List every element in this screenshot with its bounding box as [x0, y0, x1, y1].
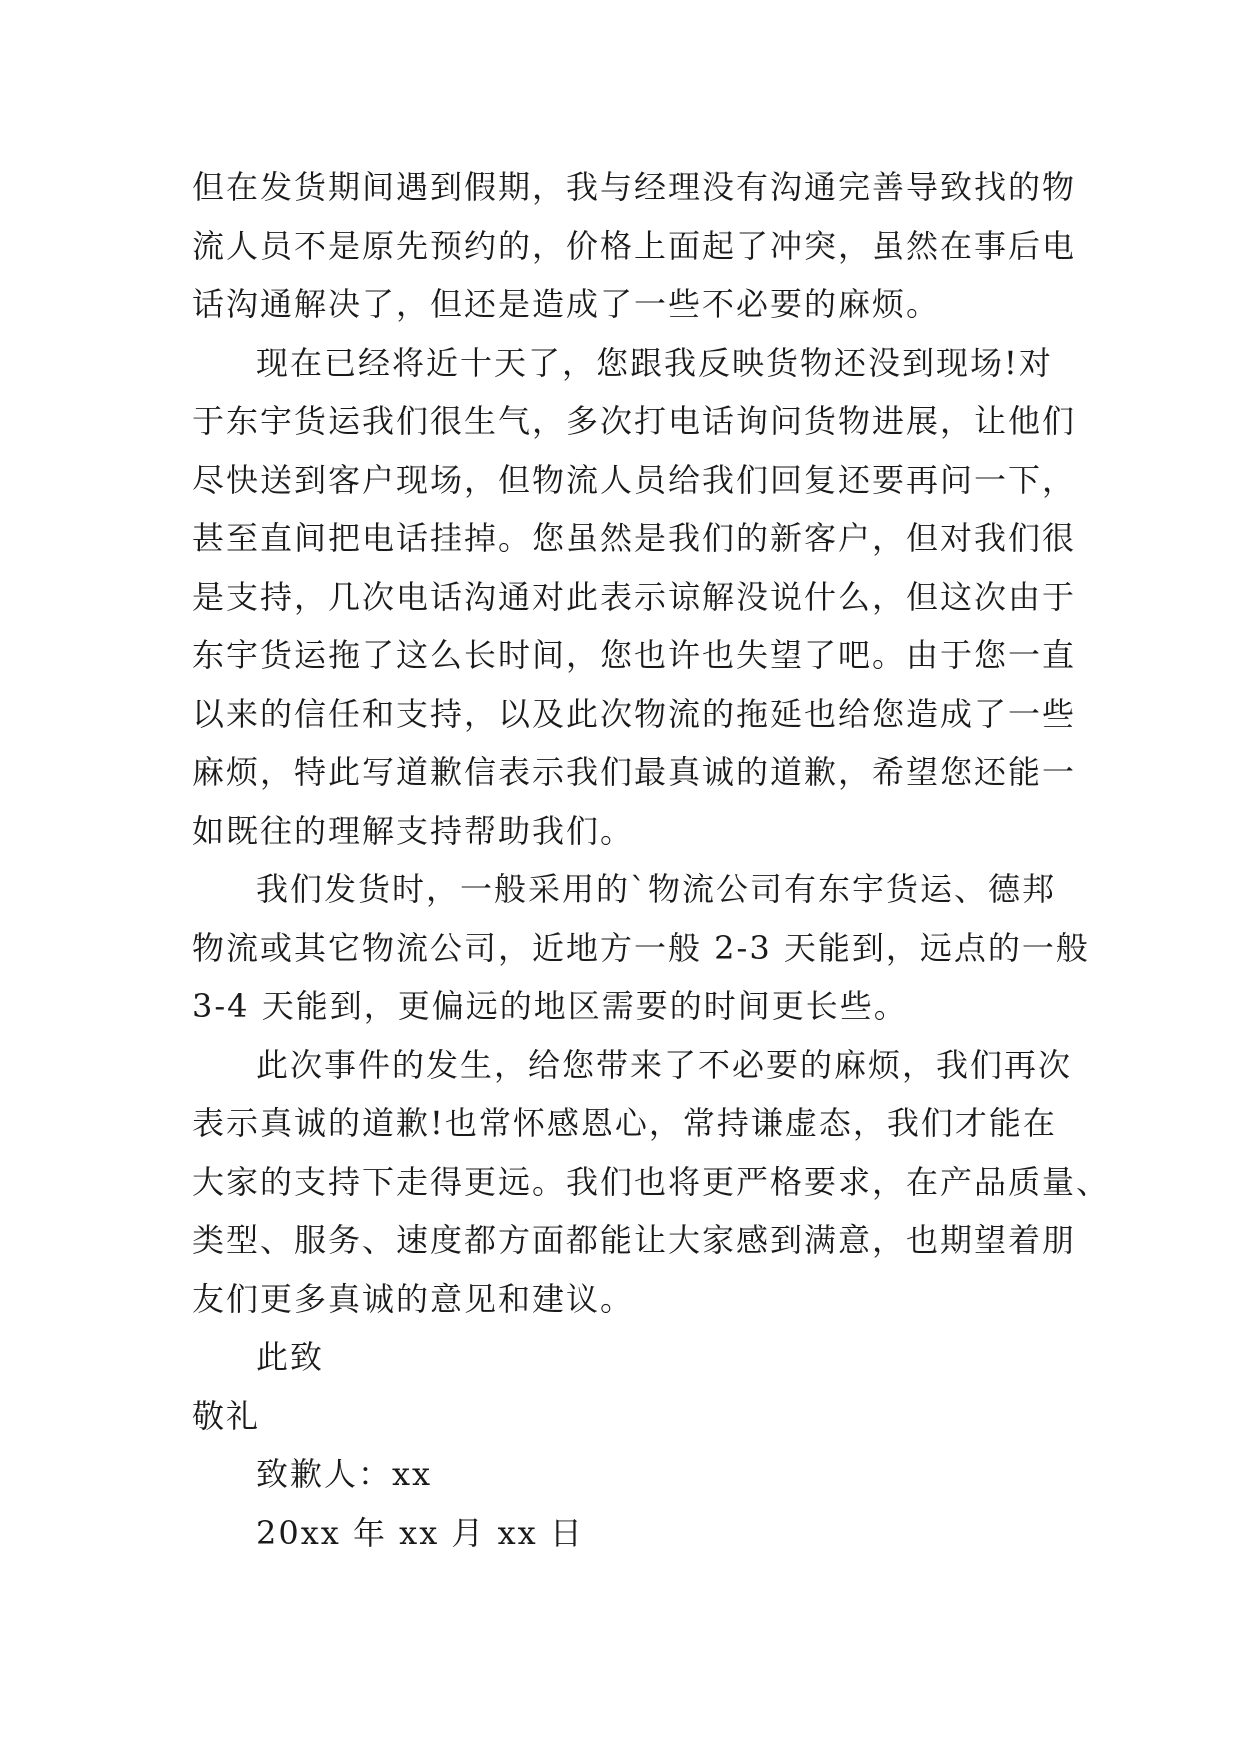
- paragraph: [192, 158, 1077, 334]
- closing-line: 此致: [256, 1338, 325, 1376]
- paragraph: [192, 860, 1090, 1036]
- text-line: 是支持，几次电话沟通对此表示谅解没说什么，但这次由于: [192, 577, 1077, 616]
- text-line: 东宇货运拖了这么长时间，您也许也失望了吧。由于您一直: [192, 636, 1077, 674]
- text-line: 流人员不是原先预约的，价格上面起了冲突，虽然在事后电: [192, 226, 1077, 265]
- text-line: 类型、服务、速度都方面都能让大家感到满意，也期望着朋: [192, 1221, 1077, 1259]
- text-line: 如既往的理解支持帮助我们。: [192, 811, 635, 850]
- text-line: 甚至直间把电话挂掉。您虽然是我们的新客户，但对我们很: [192, 519, 1077, 557]
- text-line: 友们更多真诚的意见和建议。: [192, 1279, 635, 1318]
- text-line: 话沟通解决了，但还是造成了一些不必要的麻烦。: [192, 285, 941, 323]
- letter-body: [192, 158, 1111, 1562]
- paragraph: [192, 1036, 1111, 1329]
- text-line: 大家的支持下走得更远。我们也将更严格要求，在产品质量、: [192, 1162, 1111, 1201]
- text-line: 物流或其它物流公司，近地方一般 2-3 天能到，远点的一般: [192, 928, 1090, 967]
- text-line: 表示真诚的道歉!也常怀感恩心，常持谦虚态，我们才能在: [192, 1104, 1057, 1142]
- text-line: 麻烦，特此写道歉信表示我们最真诚的道歉，希望您还能一: [192, 753, 1077, 791]
- paragraph: [192, 334, 1077, 861]
- text-line: 以来的信任和支持，以及此次物流的拖延也给您造成了一些: [192, 694, 1077, 733]
- text-line: 尽快送到客户现场，但物流人员给我们回复还要再问一下，: [192, 460, 1077, 499]
- text-line: 但在发货期间遇到假期，我与经理没有沟通完善导致找的物: [192, 168, 1077, 206]
- date-line: 20xx 年 xx 月 xx 日: [256, 1513, 584, 1552]
- text-line: 于东宇货运我们很生气，多次打电话询问货物进展，让他们: [192, 402, 1077, 440]
- text-line: 我们发货时，一般采用的`物流公司有东宇货运、德邦: [256, 870, 1057, 908]
- signature-line: 致歉人：xx: [256, 1455, 433, 1493]
- text-line: 此次事件的发生，给您带来了不必要的麻烦，我们再次: [256, 1045, 1073, 1084]
- text-line: 3-4 天能到，更偏远的地区需要的时间更长些。: [192, 987, 908, 1025]
- text-line: 现在已经将近十天了，您跟我反映货物还没到现场!对: [256, 343, 1053, 382]
- salute-line: 敬礼: [192, 1396, 261, 1435]
